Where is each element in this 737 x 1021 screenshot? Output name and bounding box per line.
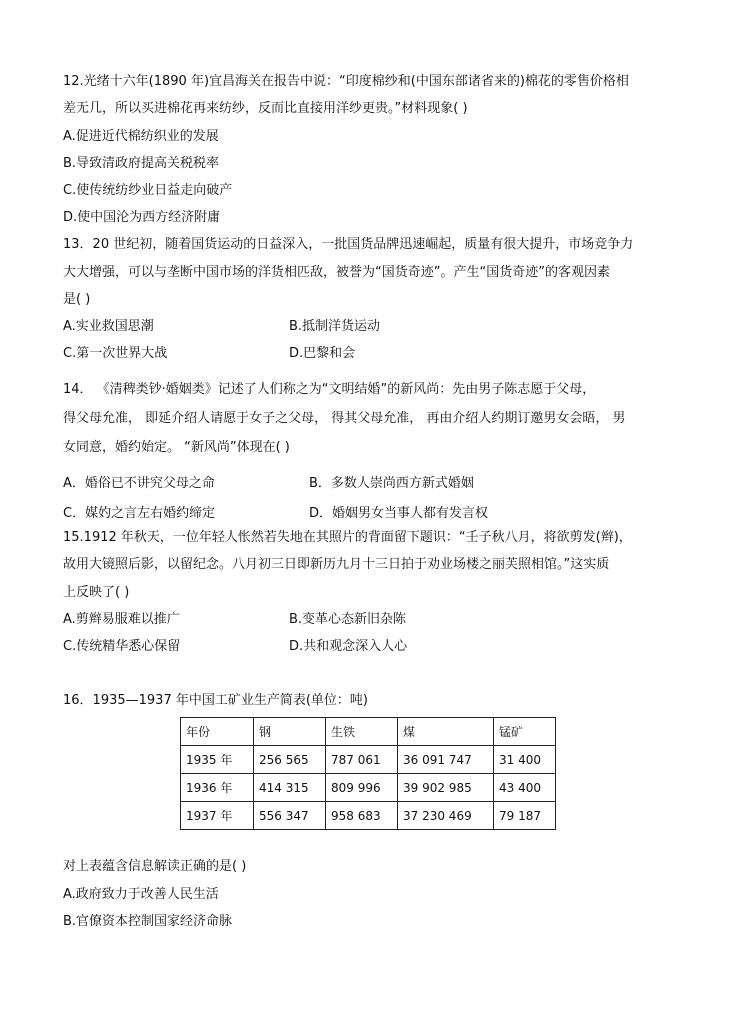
q13-option-b: B.抵制洋货运动 xyxy=(289,319,381,334)
table-cell: 1935 年 xyxy=(181,746,254,774)
q14-stem-line3: 女同意，婚约始定。 “新风尚”体现在( ) xyxy=(63,440,290,455)
q15-stem-line2: 故用大镜照后影，以留纪念。八月初三日即新历九月十三日拍于劝业场楼之丽芙照相馆。”这实质 xyxy=(63,557,610,572)
table-cell: 79 187 xyxy=(494,802,556,830)
q12-stem-line2: 差无几，所以买进棉花再来纺纱，反而比直接用洋纱更贵。”材料现象( ) xyxy=(63,101,468,116)
table-cell: 958 683 xyxy=(326,802,398,830)
q16-option-b: B.官僚资本控制国家经济命脉 xyxy=(63,914,233,929)
q14-option-b: B．多数人崇尚西方新式婚姻 xyxy=(309,476,474,491)
q12-option-b: B.导致清政府提高关税税率 xyxy=(63,156,220,171)
q15-option-c: C.传统精华悉心保留 xyxy=(63,639,181,654)
q15-option-b: B.变革心态新旧杂陈 xyxy=(289,612,407,627)
q12-stem-line1: 12.光绪十六年(1890 年)宜昌海关在报告中说：“印度棉纱和(中国东部诸省来的)棉花的零售价格相 xyxy=(63,74,629,89)
q14-option-a: A．婚俗已不讲究父母之命 xyxy=(63,476,215,491)
table-cell: 256 565 xyxy=(254,746,326,774)
table-cell: 39 902 985 xyxy=(398,774,494,802)
q15-option-a: A.剪辫易服难以推广 xyxy=(63,612,180,627)
q12-option-c: C.使传统纺纱业日益走向破产 xyxy=(63,183,233,198)
table-cell: 31 400 xyxy=(494,746,556,774)
table-cell: 1936 年 xyxy=(181,774,254,802)
table-row xyxy=(181,802,556,830)
q13-option-c: C.第一次世界大战 xyxy=(63,346,168,361)
q13-option-d: D.巴黎和会 xyxy=(289,346,356,361)
header-year: 年份 xyxy=(181,718,254,746)
table-cell: 1937 年 xyxy=(181,802,254,830)
q15-stem-line1: 15.1912 年秋天，一位年轻人怅然若失地在其照片的背面留下题识：“壬子秋八月，将欲剪发(辫)， xyxy=(63,530,632,545)
q14-stem-line2: 得父母允准， 即延介绍人请愿于女子之父母， 得其父母允准， 再由介绍人约期订邀男女会晤， 男 xyxy=(63,411,626,426)
table-cell: 37 230 469 xyxy=(398,802,494,830)
q13-option-a: A.实业救国思潮 xyxy=(63,319,154,334)
header-manganese: 锰矿 xyxy=(494,718,556,746)
table-cell: 787 061 xyxy=(326,746,398,774)
table-cell: 414 315 xyxy=(254,774,326,802)
q12-option-d: D.使中国沦为西方经济附庸 xyxy=(63,210,221,225)
q16-option-a: A.政府致力于改善人民生活 xyxy=(63,887,219,902)
q15-option-d: D.共和观念深入人心 xyxy=(289,639,408,654)
q14-option-d: D．婚姻男女当事人都有发言权 xyxy=(309,506,489,521)
q13-stem-line3: 是( ) xyxy=(63,292,91,307)
q12-option-a: A.促进近代棉纺织业的发展 xyxy=(63,129,219,144)
table-cell: 43 400 xyxy=(494,774,556,802)
header-pig-iron: 生铁 xyxy=(326,718,398,746)
table-cell: 36 091 747 xyxy=(398,746,494,774)
q16-stem: 对上表蕴含信息解读正确的是( ) xyxy=(63,859,247,874)
table-cell: 809 996 xyxy=(326,774,398,802)
q16-title: 16．1935—1937 年中国工矿业生产简表(单位：吨) xyxy=(63,693,368,708)
q15-stem-line3: 上反映了( ) xyxy=(63,585,130,600)
table-row xyxy=(181,746,556,774)
q14-option-c: C．媒妁之言左右婚约缔定 xyxy=(63,506,216,521)
table-cell: 556 347 xyxy=(254,802,326,830)
header-steel: 钢 xyxy=(254,718,326,746)
q13-stem-line2: 大大增强，可以与垄断中国市场的洋货相匹敌，被誉为“国货奇迹”。产生“国货奇迹”的客观因素 xyxy=(63,265,610,280)
table-row xyxy=(181,774,556,802)
table-header-row xyxy=(181,718,556,746)
production-table xyxy=(180,717,556,830)
q14-stem-line1: 14． 《清稗类钞·婚姻类》记述了人们称之为“文明结婚”的新风尚：先由男子陈志愿于父母， xyxy=(63,382,596,397)
header-coal: 煤 xyxy=(398,718,494,746)
q13-stem-line1: 13．20 世纪初，随着国货运动的日益深入，一批国货品牌迅速崛起，质量有很大提升，市场竞争力 xyxy=(63,237,634,252)
